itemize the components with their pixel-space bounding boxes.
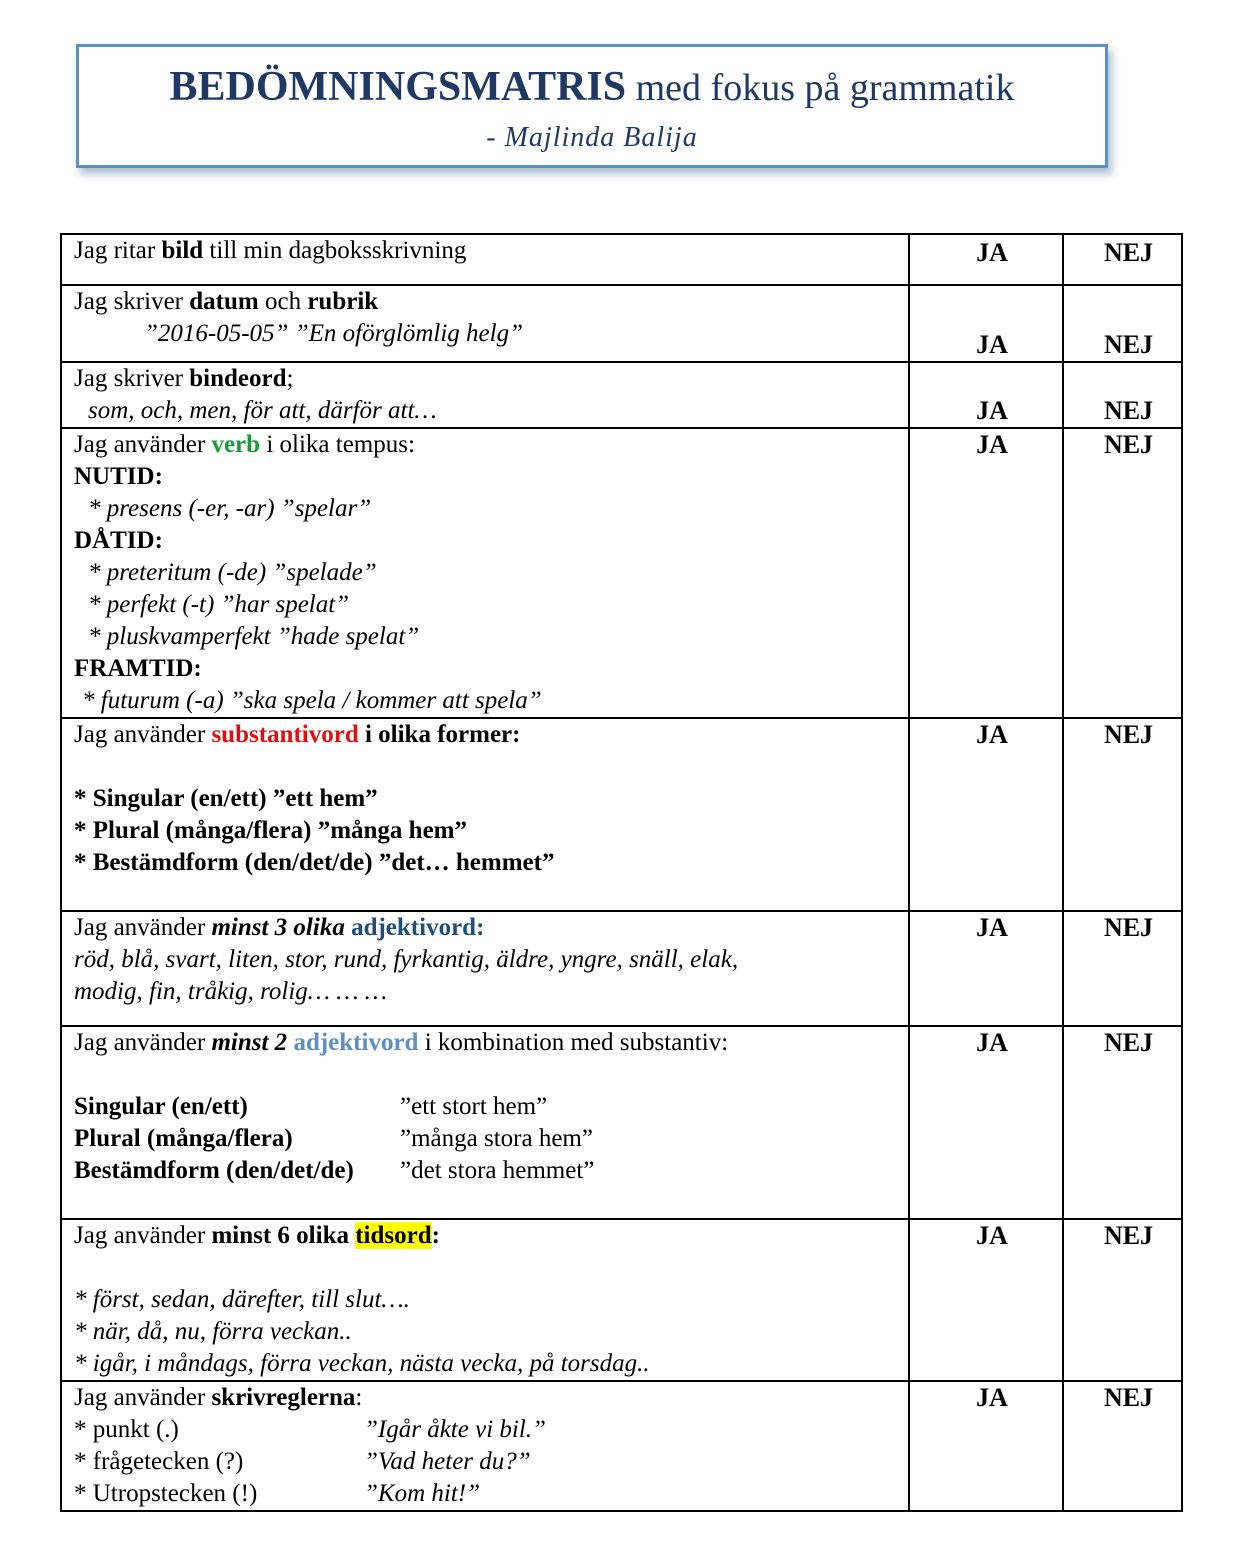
criterion-keyword: skrivreglerna <box>211 1384 356 1411</box>
criterion-text: i kombination med substantiv: <box>418 1029 729 1056</box>
table-row <box>61 285 1182 362</box>
page-title <box>79 61 1105 114</box>
criterion-cell <box>61 911 909 1026</box>
table-row <box>61 1381 1182 1511</box>
criterion-keyword: substantivord <box>211 721 359 748</box>
author: - Majlinda Balija <box>486 122 698 153</box>
assessment-matrix <box>60 233 1183 1512</box>
yes-option[interactable]: JA <box>909 1026 1063 1219</box>
criterion-keyword: adjektivord: <box>344 914 485 941</box>
criterion-keyword: datum <box>189 288 259 315</box>
criterion-cell <box>61 1219 909 1381</box>
example-text: modig, fin, tråkig, rolig… … … <box>74 978 387 1005</box>
criterion-cell <box>61 362 909 428</box>
criterion-text: i olika tempus: <box>260 431 415 458</box>
criterion-keyword: minst 3 olika <box>211 914 345 941</box>
noun-form-example: * Plural (många/flera) ”många hem” <box>74 817 468 844</box>
title-box <box>76 44 1108 168</box>
criterion-text: : <box>355 1384 363 1411</box>
form-example: ”ett stort hem” <box>400 1093 548 1120</box>
tense-example: * perfekt (-t) ”har spelat” <box>88 591 350 618</box>
criterion-cell <box>61 428 909 718</box>
no-option[interactable]: NEJ <box>1063 1381 1182 1511</box>
table-row <box>61 428 1182 718</box>
form-label: Bestämdform (den/det/de) <box>74 1157 354 1184</box>
no-option[interactable]: NEJ <box>1063 285 1182 362</box>
tense-example: * pluskvamperfekt ”hade spelat” <box>88 623 420 650</box>
criterion-text: och <box>258 288 308 315</box>
table-row <box>61 1026 1182 1219</box>
criterion-text: Jag ritar <box>74 237 162 264</box>
criterion-keyword: verb <box>211 431 261 458</box>
yes-option[interactable]: JA <box>909 362 1063 428</box>
noun-form-example: * Singular (en/ett) ”ett hem” <box>74 785 378 812</box>
title-sub: med fokus på grammatik <box>626 67 1015 109</box>
criterion-cell <box>61 1381 909 1511</box>
example-text: röd, blå, svart, liten, stor, rund, fyrkantig, äldre, yngre, snäll, elak, <box>74 946 739 973</box>
criterion-keyword: bindeord <box>189 365 287 392</box>
form-label: Plural (många/flera) <box>74 1125 293 1152</box>
example-text: som, och, men, för att, därför att… <box>88 397 437 424</box>
form-example: ”det stora hemmet” <box>400 1157 595 1184</box>
tense-example: * futurum (-a) ”ska spela / kommer att spela” <box>82 687 542 714</box>
criterion-text: Jag skriver <box>74 288 190 315</box>
criterion-text: Jag använder <box>74 1384 212 1411</box>
example-text: * först, sedan, därefter, till slut…. <box>74 1286 410 1313</box>
no-option[interactable]: NEJ <box>1063 1026 1182 1219</box>
criterion-text: Jag använder <box>74 431 212 458</box>
rule-label: * Utropstecken (!) <box>74 1480 258 1507</box>
criterion-cell <box>61 1026 909 1219</box>
no-option[interactable]: NEJ <box>1063 362 1182 428</box>
criterion-text: Jag använder <box>74 1222 212 1249</box>
criterion-text: Jag använder <box>74 1029 212 1056</box>
table-row <box>61 362 1182 428</box>
criterion-text: ; <box>286 365 294 392</box>
criterion-keyword: tidsord <box>355 1222 432 1249</box>
example-text: ”2016-05-05” ”En oförglömlig helg” <box>144 320 523 347</box>
tense-heading: DÅTID: <box>74 527 163 554</box>
table-row <box>61 234 1182 285</box>
rule-example: ”Kom hit!” <box>364 1480 481 1507</box>
rule-example: ”Vad heter du?” <box>364 1448 531 1475</box>
criterion-keyword: rubrik <box>307 288 379 315</box>
no-option[interactable]: NEJ <box>1063 1219 1182 1381</box>
criterion-cell <box>61 234 909 285</box>
criterion-text: Jag skriver <box>74 365 190 392</box>
criterion-keyword: minst 2 <box>211 1029 288 1056</box>
yes-option[interactable]: JA <box>909 234 1063 285</box>
rule-example: ”Igår åkte vi bil.” <box>364 1416 546 1443</box>
yes-option[interactable]: JA <box>909 428 1063 718</box>
criterion-text: : <box>431 1222 440 1249</box>
example-text: * igår, i måndags, förra veckan, nästa vecka, på torsdag.. <box>74 1350 650 1377</box>
tense-heading: FRAMTID: <box>74 655 202 682</box>
table-row <box>61 911 1182 1026</box>
tense-example: * presens (-er, -ar) ”spelar” <box>88 495 372 522</box>
tense-heading: NUTID: <box>74 463 163 490</box>
example-text: * när, då, nu, förra veckan.. <box>74 1318 352 1345</box>
yes-option[interactable]: JA <box>909 285 1063 362</box>
no-option[interactable]: NEJ <box>1063 718 1182 911</box>
criterion-text: Jag använder <box>74 721 212 748</box>
yes-option[interactable]: JA <box>909 1381 1063 1511</box>
noun-form-example: * Bestämdform (den/det/de) ”det… hemmet” <box>74 849 555 876</box>
yes-option[interactable]: JA <box>909 911 1063 1026</box>
yes-option[interactable]: JA <box>909 1219 1063 1381</box>
criterion-cell <box>61 285 909 362</box>
form-example: ”många stora hem” <box>400 1125 593 1152</box>
criterion-keyword: adjektivord <box>287 1029 419 1056</box>
criterion-keyword: bild <box>161 237 204 264</box>
form-label: Singular (en/ett) <box>74 1093 248 1120</box>
table-row <box>61 718 1182 911</box>
criterion-text: Jag använder <box>74 914 212 941</box>
criterion-text: i olika former: <box>358 721 521 748</box>
no-option[interactable]: NEJ <box>1063 234 1182 285</box>
criterion-cell <box>61 718 909 911</box>
criterion-keyword: minst 6 olika <box>211 1222 356 1249</box>
rule-label: * frågetecken (?) <box>74 1448 244 1475</box>
no-option[interactable]: NEJ <box>1063 428 1182 718</box>
yes-option[interactable]: JA <box>909 718 1063 911</box>
rule-label: * punkt (.) <box>74 1416 179 1443</box>
tense-example: * preteritum (-de) ”spelade” <box>88 559 377 586</box>
title-main: BEDÖMNINGSMATRIS <box>169 64 627 110</box>
no-option[interactable]: NEJ <box>1063 911 1182 1026</box>
table-row <box>61 1219 1182 1381</box>
criterion-text: till min dagboksskrivning <box>203 237 467 264</box>
